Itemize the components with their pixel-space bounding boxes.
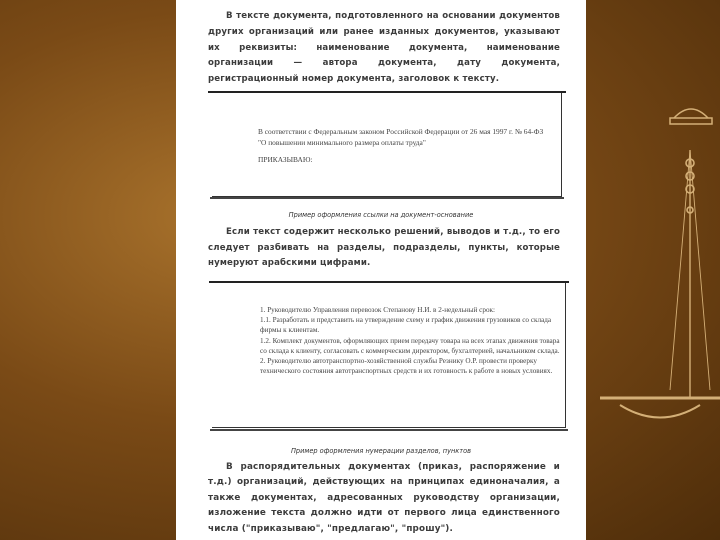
list-item: 1. Руководителю Управления перевозок Степанову Н.И. в 2-недельный срок:: [260, 306, 496, 314]
box-edge-top: [209, 281, 569, 284]
list-item: 1.2. Комплект документов, оформляющих прием передачу товара на всех этапах движения товара со склада к клиенту, согласовать с коммерческим директором, бухгалтерией, начальником склада.: [260, 336, 560, 355]
example-reference-text: В соответствии с Федеральным законом Российской Федерации от 26 мая 1997 г. № 64-ФЗ "О повышении минимального размера оплаты труда": [258, 127, 544, 147]
example-numbering-box: [212, 282, 566, 428]
document-page: [176, 0, 586, 540]
example-numbering-text: [260, 305, 560, 376]
paragraph-first-person: В распорядительных документах (приказ, распоряжение и т.д.) организаций, действующих на принципах единоначалия, а также документах, адресованных руководству организации, изложение текста должно идти от первого лица единственного числа ("приказываю", "предлагаю", "прошу").: [208, 462, 560, 534]
box-edge-bottom: [210, 196, 564, 199]
list-item: 2. Руководителю автотранспортно-хозяйственной службы Резнику О.Р. провести проверку технического состояния автотранспортных средств и их готовность к работе в новых условиях.: [260, 357, 553, 376]
box-edge-top: [208, 91, 566, 94]
example-order-word: ПРИКАЗЫВАЮ:: [258, 155, 313, 164]
example-reference-caption: Пример оформления ссылки на документ-основание: [288, 211, 474, 219]
list-item: 1.1. Разработать и представить на утверждение схему и график движения грузовиков со склада фирмы к клиентам.: [260, 316, 552, 335]
scales-decoration: [600, 0, 720, 540]
example-reference-box: [212, 92, 562, 197]
paragraph-requisites: В тексте документа, подготовленного на основании документов других организаций или ранее изданных документов, указывают их реквизиты: наименование документа, наименование организации — автора документа, дату документа, регистрационный номер документа, заголовок к тексту.: [208, 11, 560, 85]
paragraph-numbering: Если текст содержит несколько решений, выводов и т.д., то его следует разбивать на разделы, подразделы, пункты, которые нумеруют арабскими цифрами.: [208, 227, 560, 269]
box-edge-bottom: [210, 428, 568, 431]
example-numbering-caption: Пример оформления нумерации разделов, пунктов: [290, 447, 472, 455]
